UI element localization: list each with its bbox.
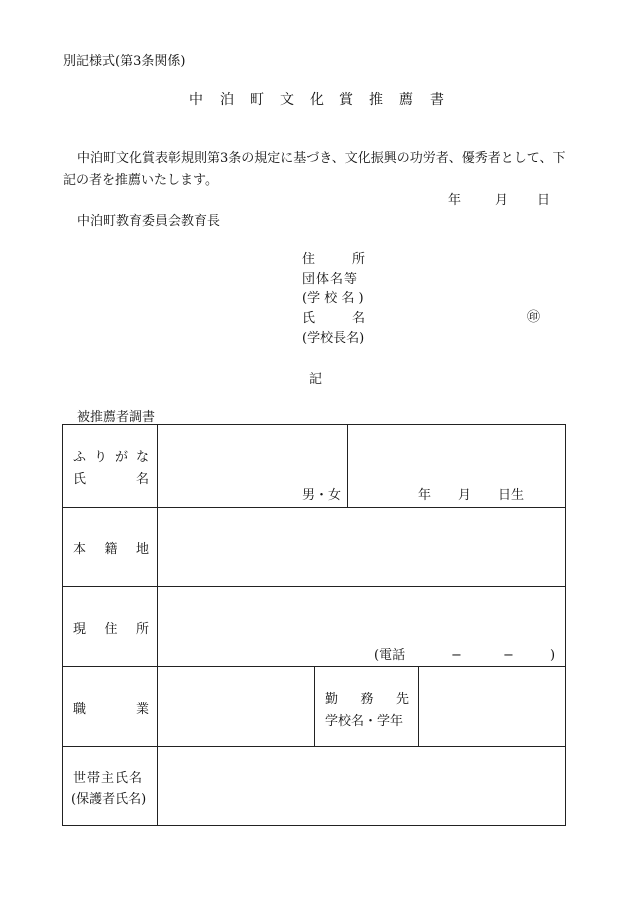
phone-dash: − bbox=[451, 648, 462, 663]
form-label: 別記様式(第3条関係) bbox=[63, 54, 186, 69]
addressee: 中泊町教育委員会教育長 bbox=[77, 214, 221, 229]
household-head-text: 世帯主氏名 bbox=[73, 771, 144, 786]
phone-open: (電話 bbox=[374, 648, 406, 663]
title-char: 化 bbox=[310, 92, 324, 108]
occupation-label: 職 業 bbox=[63, 667, 158, 747]
seal-mark: ㊞ bbox=[527, 310, 541, 325]
phone-dash: − bbox=[503, 648, 514, 663]
address-label: 住 所 bbox=[302, 252, 365, 267]
household-head-label bbox=[63, 747, 158, 826]
nominee-form-table bbox=[62, 424, 566, 826]
household-head-cell[interactable] bbox=[158, 747, 566, 826]
group-label: 団体名等 bbox=[302, 272, 359, 287]
title-char: 文 bbox=[280, 92, 294, 108]
title-char: 中 bbox=[189, 92, 203, 108]
table-row bbox=[63, 425, 566, 508]
recommendation-paragraph: 中泊町文化賞表彰規則第3条の規定に基づき、文化振興の功労者、優秀者として、下記の者を推薦いたします。 bbox=[63, 151, 566, 188]
title-char: 泊 bbox=[220, 92, 234, 108]
table-row bbox=[63, 667, 566, 747]
title-char: 町 bbox=[250, 92, 264, 108]
honseki-label: 本 籍 地 bbox=[63, 508, 158, 587]
current-address-cell[interactable] bbox=[158, 587, 566, 667]
birthdate-cell[interactable] bbox=[348, 425, 566, 508]
name-row-label: ふ り が な 氏 名 bbox=[63, 425, 158, 508]
school-grade-label: 学校名・学年 bbox=[325, 714, 404, 729]
workplace-label: 勤 務 先 学校名・学年 bbox=[315, 667, 419, 747]
phone-close: ) bbox=[550, 648, 556, 663]
name-label: 氏 名 bbox=[302, 311, 365, 326]
nominee-name-cell[interactable] bbox=[158, 425, 348, 508]
guardian-text: (保護者氏名) bbox=[71, 792, 147, 807]
title-char: 賞 bbox=[339, 92, 353, 108]
ki-heading: 記 bbox=[309, 372, 323, 387]
document-title bbox=[0, 89, 630, 109]
birth-day: 日生 bbox=[498, 488, 525, 503]
date-year: 年 bbox=[448, 193, 462, 208]
current-address-label: 現 住 所 bbox=[63, 587, 158, 667]
school-name-label: (学 校 名 ) bbox=[302, 291, 364, 306]
title-char: 推 bbox=[369, 92, 383, 108]
table-row bbox=[63, 508, 566, 587]
table-caption: 被推薦者調書 bbox=[77, 410, 156, 425]
honseki-cell[interactable] bbox=[158, 508, 566, 587]
title-char: 薦 bbox=[399, 92, 413, 108]
gender-options[interactable]: 男・女 bbox=[301, 488, 341, 503]
principal-name-label: (学校長名) bbox=[302, 331, 365, 346]
birth-month: 月 bbox=[458, 488, 472, 503]
table-row bbox=[63, 747, 566, 826]
date-day: 日 bbox=[537, 193, 551, 208]
date-month: 月 bbox=[495, 193, 509, 208]
workplace-cell[interactable] bbox=[419, 667, 566, 747]
table-row bbox=[63, 587, 566, 667]
occupation-cell[interactable] bbox=[158, 667, 315, 747]
title-char: 書 bbox=[430, 92, 444, 108]
birth-year: 年 bbox=[418, 488, 432, 503]
